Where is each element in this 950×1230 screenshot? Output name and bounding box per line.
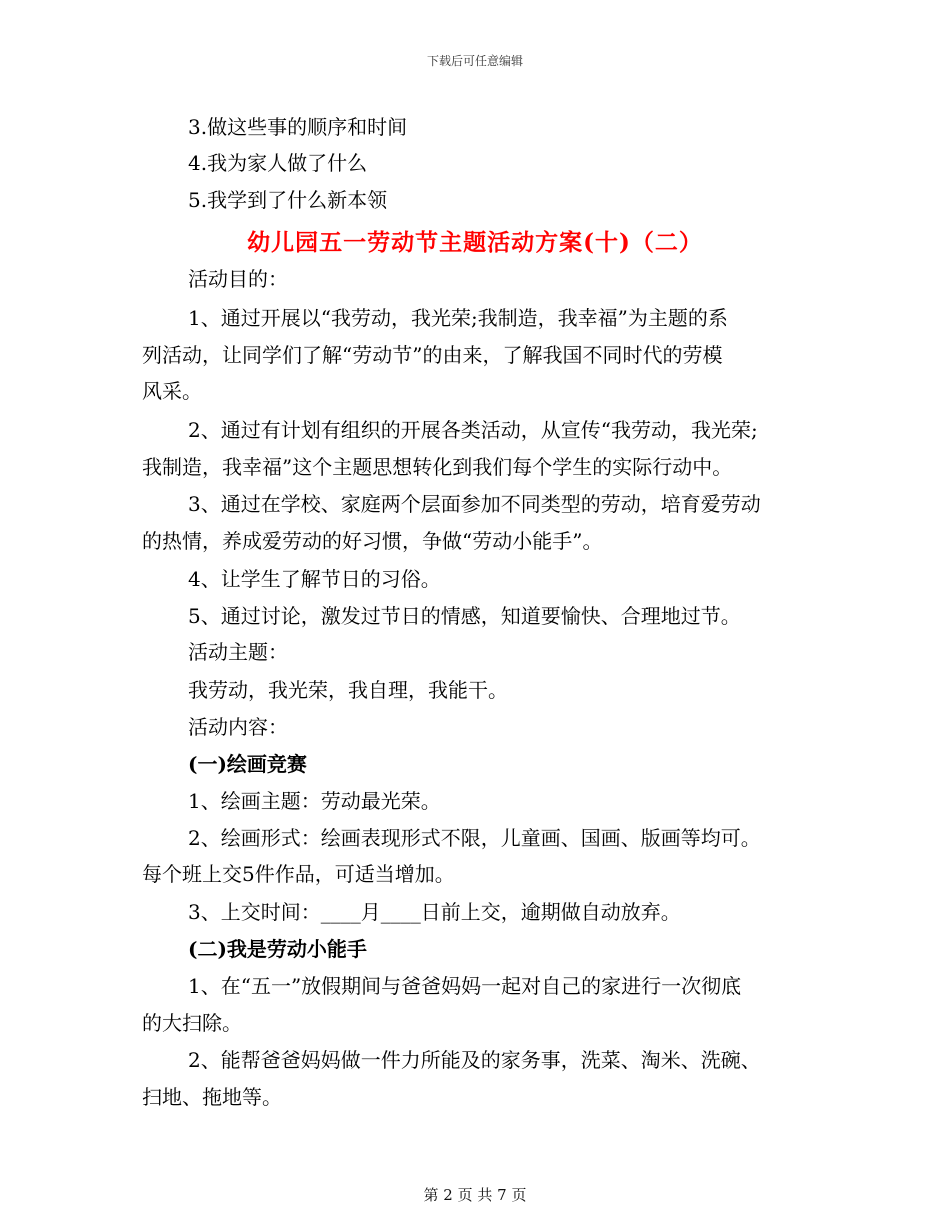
section-heading: (一)绘画竞赛: [188, 752, 307, 776]
paragraph-line: 2、能帮爸爸妈妈做一件力所能及的家务事，洗菜、淘米、洗碗、: [188, 1048, 761, 1072]
section-heading: (二)我是劳动小能手: [188, 937, 367, 961]
paragraph-line: 5、通过讨论，激发过节日的情感，知道要愉快、合理地过节。: [188, 604, 741, 628]
goal-heading: 活动目的：: [188, 267, 288, 291]
paragraph-line: 扫地、拖地等。: [142, 1085, 282, 1109]
page-header: 下载后可任意编辑: [426, 54, 523, 68]
theme-heading: 活动主题：: [188, 640, 288, 664]
paragraph-line: 2、绘画形式：绘画表现形式不限，儿童画、国画、版画等均可。: [188, 826, 761, 850]
paragraph-line: 的大扫除。: [142, 1011, 242, 1035]
paragraph-line: 4、让学生了解节日的习俗。: [188, 567, 441, 591]
paragraph-line: 3、上交时间：____月____日前上交，逾期做自动放弃。: [188, 900, 681, 924]
document-title: 幼儿园五一劳动节主题活动方案(十)（二）: [247, 229, 703, 256]
paragraph-line: 我劳动，我光荣，我自理，我能干。: [188, 678, 508, 702]
list-item: 4.我为家人做了什么: [188, 151, 368, 175]
list-item: 5.我学到了什么新本领: [188, 188, 388, 212]
paragraph-line: 1、通过开展以“我劳动，我光荣;我制造，我幸福”为主题的系: [188, 306, 728, 330]
paragraph-line: 每个班上交5件作品，可适当增加。: [142, 862, 455, 886]
content-heading: 活动内容：: [188, 715, 288, 739]
paragraph-line: 的热情，养成爱劳动的好习惯，争做“劳动小能手”。: [142, 529, 603, 553]
paragraph-line: 2、通过有计划有组织的开展各类活动，从宣传“我劳动，我光荣;: [188, 418, 758, 442]
paragraph-line: 我制造，我幸福”这个主题思想转化到我们每个学生的实际行动中。: [142, 455, 733, 479]
paragraph-line: 1、在“五一”放假期间与爸爸妈妈一起对自己的家进行一次彻底: [188, 974, 742, 998]
paragraph-line: 3、通过在学校、家庭两个层面参加不同类型的劳动，培育爱劳动: [188, 492, 761, 516]
paragraph-line: 列活动，让同学们了解“劳动节”的由来，了解我国不同时代的劳模: [142, 343, 723, 367]
page-footer: 第 2 页 共 7 页: [423, 1186, 527, 1204]
list-item: 3.做这些事的顺序和时间: [188, 115, 408, 139]
paragraph-line: 1、绘画主题：劳动最光荣。: [188, 789, 441, 813]
paragraph-line: 风采。: [142, 379, 202, 403]
